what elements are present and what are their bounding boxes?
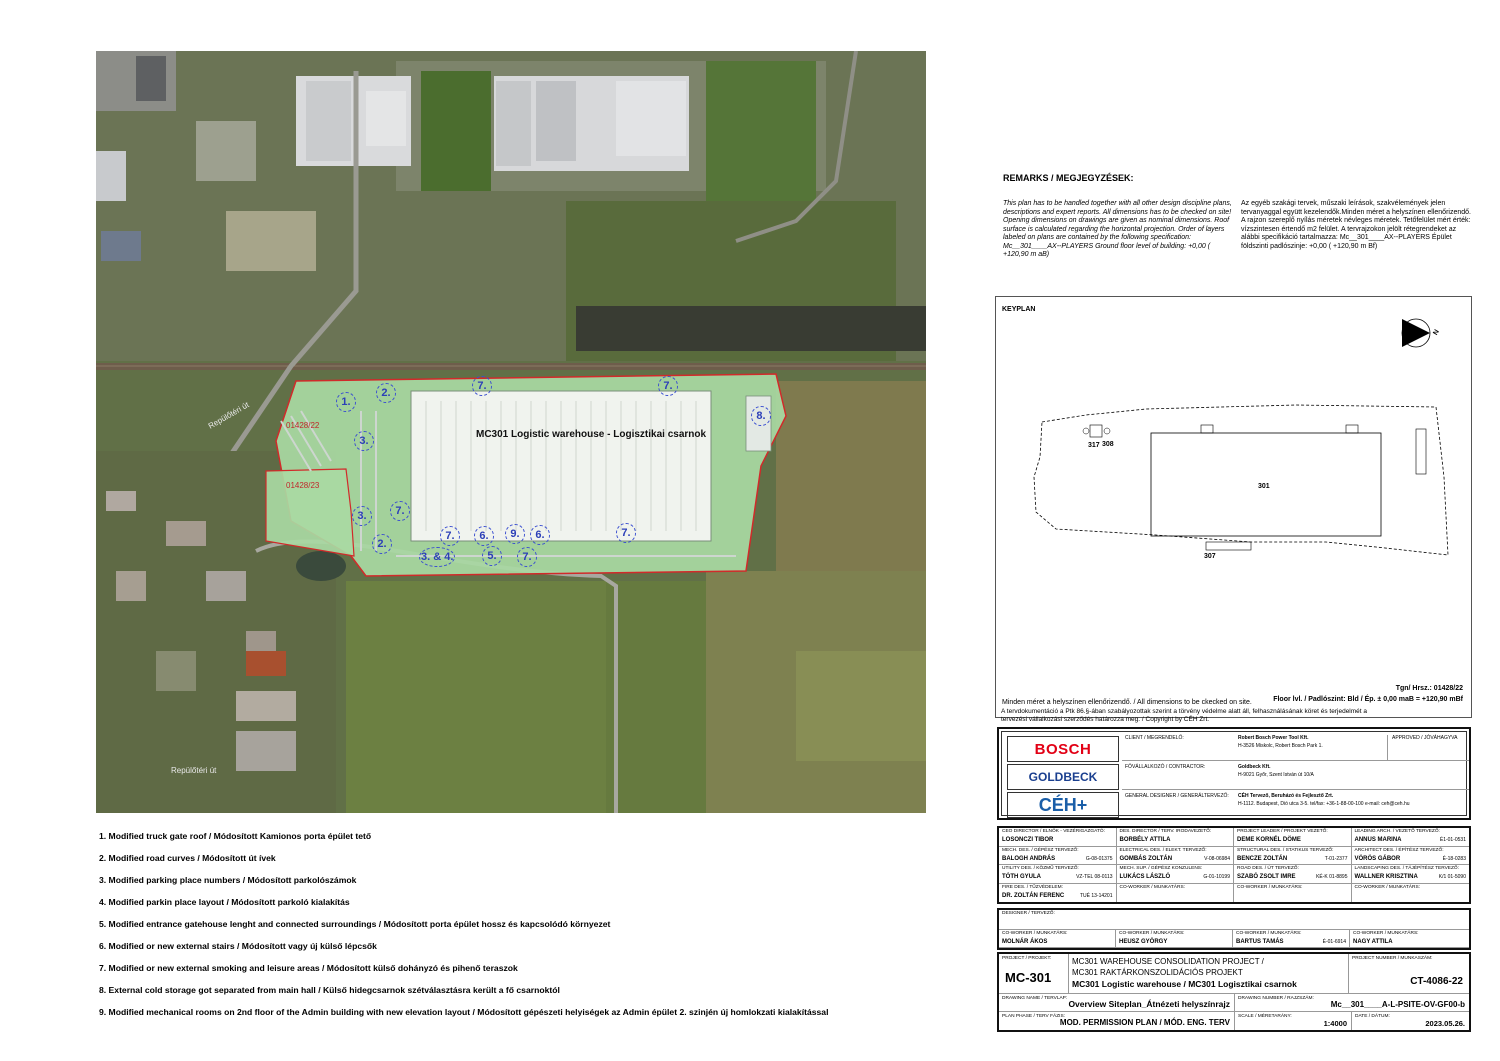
coworker-name: BARTUS TAMÁS	[1236, 939, 1284, 945]
staff-name: LUKÁCS LÁSZLÓ	[1119, 874, 1171, 880]
staff-role: UTILITY DES. / KÖZMŰ TERVEZŐ:	[1002, 866, 1079, 871]
staff-name: VÖRÖS GÁBOR	[1354, 855, 1401, 862]
site-marker: 6.	[530, 525, 550, 545]
staff-name: SZABÓ ZSOLT IMRE	[1237, 874, 1296, 880]
general-designer-name: CÉH Tervező, Beruházó és Fejlesztő Zrt.	[1238, 793, 1334, 799]
staff-cell	[999, 884, 1117, 903]
site-title: MC301 Logistic warehouse - Logisztikai csarnok	[476, 429, 707, 440]
note-item: 3. Modified parking place numbers / Módosított parkolószámok	[99, 875, 357, 885]
plan-phase: MOD. PERMISSION PLAN / MÓD. ENG. TERV	[1059, 1018, 1230, 1027]
building-308	[1090, 425, 1102, 437]
note-item: 6. Modified or new external stairs / Módosított vagy új külső lépcsők	[99, 941, 377, 951]
designer-block	[997, 908, 1471, 950]
staff-code: K/1 01-5090	[1438, 874, 1466, 880]
keyplan-label-308: 308	[1102, 441, 1114, 448]
note-item: 8. External cold storage got separated from main hall / Külső hidegcsarnok szétválasztásra került a fő csarnoktól	[99, 985, 560, 995]
scale-cell	[1235, 1012, 1352, 1030]
site-marker: 3.	[352, 506, 372, 526]
general-designer-address: H-1112. Budapest, Dió utca 3-5. tel/fax: +36-1-88-00-100 e-mail: ceh@ceh.hu	[1238, 801, 1410, 807]
coworker-code: É-01-6914	[1322, 939, 1346, 945]
keyplan-title: KEYPLAN	[1002, 306, 1036, 313]
project-number: CT-4086-22	[1410, 976, 1463, 987]
site-marker: 3.	[354, 431, 374, 451]
goldbeck-logo-text: GOLDBECK	[1028, 770, 1098, 784]
modification-notes	[99, 831, 839, 1029]
project-code-cell	[999, 954, 1069, 994]
coworker-cell	[1350, 930, 1469, 948]
staff-name: WALLNER KRISZTINA	[1354, 874, 1418, 880]
project-name-line: MC301 Logistic warehouse / MC301 Logisztikai csarnok	[1072, 979, 1297, 989]
client-label: CLIENT / MEGRENDELŐ:	[1125, 735, 1184, 741]
site-marker: 5.	[482, 546, 502, 566]
title-block	[997, 952, 1471, 1032]
ceh-logo	[1007, 792, 1119, 818]
coworker-cell	[1233, 930, 1350, 948]
drawing-number: Mc__301____A-L-PSITE-OV-GF00-b	[1330, 1000, 1465, 1009]
staff-code: V-08-06984	[1204, 855, 1230, 862]
staff-role: MECH. DES. / GÉPÉSZ TERVEZŐ:	[1002, 847, 1079, 853]
staff-code: TUÉ 13-14201	[1079, 892, 1113, 899]
keyplan-label-317: 317	[1088, 442, 1100, 449]
site-marker: 7.	[440, 526, 460, 546]
staff-cell	[1117, 865, 1235, 884]
aerial-site-map	[96, 51, 926, 813]
remarks-english: This plan has to be handled together with all other design discipline plans, descriptions and expert reports. All dimensions has to be checked on site! Opening dimensions on drawings are given as nominal dimensions. Roof surface is calculated regarding the horizontal projection. Order of layers labeled on plans are contained by the following specification: Mc__301____AX--PLAYERS Ground floor level of building: +0,00 ( +120,90 m aB)	[1003, 200, 1232, 258]
site-marker: 7.	[616, 523, 636, 543]
staff-name: LOSONCZI TIBOR	[1002, 837, 1054, 843]
staff-cell	[1234, 847, 1352, 866]
note-item: 1. Modified truck gate roof / Módosított Kamionos porta épület tető	[99, 831, 372, 841]
note-item: 9. Modified mechanical rooms on 2nd floor of the Admin building with new elevation layout / Módosított gépészeti helyiségek az Admin épület 2. szinjén új homlokzati kialakítással	[99, 1007, 829, 1017]
keyplan-panel	[995, 296, 1472, 718]
lot-label-01428-22: 01428/22	[286, 421, 320, 430]
lot-number: Tgn/ Hrsz.: 01428/22	[1395, 685, 1463, 692]
site-marker: 2.	[376, 383, 396, 403]
site-marker: 6.	[474, 526, 494, 546]
project-name-line: MC301 WAREHOUSE CONSOLIDATION PROJECT /	[1072, 957, 1264, 966]
staff-role: MECH. SUP. / GÉPÉSZ KONZULENS:	[1119, 866, 1203, 871]
designer-cell	[999, 910, 1469, 930]
client-name: Robert Bosch Power Tool Kft.	[1238, 735, 1309, 741]
contractor-name: Goldbeck Kft.	[1238, 764, 1271, 770]
staff-name: BALOGH ANDRÁS	[1002, 855, 1056, 862]
staff-role: CO-WORKER / MUNKATÁRS:	[1354, 884, 1420, 890]
contractor-label: FŐVÁLLALKOZÓ / CONTRACTOR:	[1125, 764, 1206, 770]
staff-cell	[1234, 884, 1352, 903]
staff-role: ROAD DES. / ÚT TERVEZŐ:	[1237, 866, 1299, 871]
coworker-name: HEUSZ GYÖRGY	[1119, 939, 1168, 945]
client-block	[997, 727, 1471, 820]
staff-cell	[999, 847, 1117, 866]
coworker-role: CO-WORKER / MUNKATÁRS:	[1119, 931, 1185, 936]
dimension-note: Minden méret a helyszínen ellenőrizendő. / All dimensions to be ckecked on site.	[1002, 699, 1252, 706]
north-label: N	[1432, 328, 1441, 337]
bosch-logo	[1007, 736, 1119, 762]
staff-role: STRUCTURAL DES. / STATIKUS TERVEZŐ:	[1237, 847, 1334, 853]
date-cell	[1352, 1012, 1469, 1030]
staff-role: PROJECT LEADER / PROJEKT VEZETŐ:	[1237, 829, 1328, 834]
project-name-line: MC301 RAKTÁRKONSZOLIDÁCIÓS PROJEKT	[1072, 968, 1243, 977]
general-designer-label: GENERAL DESIGNER / GENERÁLTERVEZŐ:	[1125, 793, 1229, 799]
project-number-cell	[1349, 954, 1469, 994]
project-number-label: PROJECT NUMBER / MUNKASZÁM:	[1352, 956, 1433, 961]
staff-grid	[997, 826, 1471, 904]
lot-label-01428-23: 01428/23	[286, 481, 320, 490]
copyright-note: A tervdokumentáció a Ptk 86.§-ában szabályozottak szerint a törvény védelme alatt áll, felhasználásának köret és terjedelmét a tervezési vállalkozási szerződés határozza meg. / Copyright by CÉH Zrt.	[1001, 708, 1368, 723]
date-value: 2023.05.26.	[1425, 1019, 1465, 1028]
coworker-role: CO-WORKER / MUNKATÁRS:	[1002, 931, 1068, 936]
staff-name: ANNUS MARINA	[1354, 837, 1402, 843]
scale-value: 1:4000	[1323, 1019, 1347, 1028]
note-item: 2. Modified road curves / Módosított út ívek	[99, 853, 276, 863]
staff-code: T-01-2377	[1324, 855, 1348, 862]
ceh-logo-text: CÉH+	[1038, 794, 1088, 815]
site-marker: 7.	[658, 376, 678, 396]
staff-role: LANDSCAPING DES. / TÁJÉPÍTÉSZ TERVEZŐ:	[1354, 866, 1459, 871]
bosch-logo-text: BOSCH	[1034, 740, 1092, 758]
keyplan-label-301: 301	[1258, 483, 1270, 490]
staff-name: DR. ZOLTÁN FERENC	[1002, 892, 1065, 899]
general-designer-row	[1122, 790, 1469, 819]
remarks-title: REMARKS / MEGJEGYZÉSEK:	[1003, 173, 1134, 183]
staff-role: ELECTRICAL DES. / ELEKT. TERVEZŐ:	[1119, 847, 1207, 853]
staff-code: É1-01-0531	[1439, 837, 1466, 843]
coworker-name: NAGY ATTILA	[1353, 939, 1393, 945]
staff-cell	[1117, 847, 1235, 866]
designer-label: DESIGNER / TERVEZŐ:	[1002, 911, 1055, 916]
coworker-name: MOLNÁR ÁKOS	[1002, 939, 1048, 945]
coworker-cell	[1116, 930, 1233, 948]
scale-label: SCALE / MÉRETARÁNY:	[1238, 1014, 1292, 1019]
keyplan-drawing	[996, 297, 1473, 719]
site-marker: 9.	[505, 524, 525, 544]
note-item: 4. Modified parkin place layout / Módosított parkoló kialakítás	[99, 897, 350, 907]
road-label: Repülőtéri út	[206, 400, 251, 431]
staff-code: KÉ-K 01-8895	[1316, 874, 1348, 880]
plan-phase-label: PLAN PHASE / TERV FÁZIS:	[1002, 1014, 1066, 1019]
staff-name: BENCZE ZOLTÁN	[1237, 855, 1288, 862]
staff-code: G-01-10199	[1203, 874, 1230, 880]
date-label: DATE / DÁTUM:	[1355, 1014, 1390, 1019]
note-item: 5. Modified entrance gatehouse lenght and connected surroundings / Módosított porta épület hossz és kapcsolódó környezet	[99, 919, 611, 929]
staff-cell	[1352, 828, 1470, 847]
staff-role: CEO DIRECTOR / ELNÖK - VEZÉRIGAZGATÓ:	[1002, 829, 1105, 834]
staff-name: DEME KORNÉL DÖME	[1237, 837, 1301, 843]
road-label: Repülőtéri út	[171, 766, 217, 775]
coworker-role: CO-WORKER / MUNKATÁRS:	[1236, 931, 1302, 936]
client-row	[1122, 732, 1469, 761]
floor-level: Floor lvl. / Padlószint: Bld / Ép. ± 0,00 maB = +120,90 mBf	[1273, 696, 1463, 703]
staff-cell	[999, 865, 1117, 884]
note-item: 7. Modified or new external smoking and leisure areas / Módosított külső dohányzó és pihenő teraszok	[99, 963, 518, 973]
project-code: MC-301	[1005, 970, 1052, 985]
drawing-number-label: DRAWING NUMBER / RAJZSZÁM:	[1238, 996, 1314, 1001]
staff-cell	[1117, 884, 1235, 903]
staff-code: G-08-01375	[1085, 855, 1113, 862]
site-marker: 7.	[472, 376, 492, 396]
contractor-row	[1122, 761, 1469, 790]
goldbeck-logo	[1007, 764, 1119, 790]
project-label: PROJECT / PROJEKT:	[1002, 956, 1052, 961]
staff-role: DES. DIRECTOR / TERV. IRODAVEZETŐ:	[1119, 829, 1212, 834]
staff-code: É-18-0283	[1442, 855, 1466, 862]
plan-phase-cell	[999, 1012, 1235, 1030]
staff-code: VZ-TEL 08-0113	[1076, 874, 1113, 880]
staff-cell	[1117, 828, 1235, 847]
staff-name: TÓTH GYULA	[1002, 874, 1041, 880]
staff-cell	[1234, 865, 1352, 884]
drawing-name: Overview Siteplan_Átnézeti helyszínrajz	[1068, 999, 1230, 1009]
staff-cell	[1352, 884, 1470, 903]
remarks-hungarian: Az egyéb szakági tervek, műszaki leírások, szakvélemények jelen tervanyaggal együtt kezelendők.Minden méret a helyszínen ellenőrizendő. A rajzon szereplő nyílás méretek névleges méretek. Tetőfelület mért érték: vízszintesen értendő m2 felület. A tervrajzokon jelölt rétegrendeket az alábbi specifikáció tartalmazza: Mc__301____AX--PLAYERS Épület földszinti padlószinje: +0,00 ( +120,90 m Bf)	[1241, 200, 1471, 250]
site-marker: 7.	[517, 547, 537, 567]
site-marker: 1.	[336, 392, 356, 412]
staff-cell	[1234, 828, 1352, 847]
coworker-role: CO-WORKER / MUNKATÁRS:	[1353, 931, 1419, 936]
staff-cell	[999, 828, 1117, 847]
staff-role: FIRE DES. / TŰZVÉDELEM:	[1002, 884, 1063, 890]
client-address: H-3526 Miskolc, Robert Bosch Park 1.	[1238, 743, 1323, 749]
staff-cell	[1352, 847, 1470, 866]
approved-label: APPROVED / JÓVÁHAGYVA	[1387, 735, 1457, 760]
staff-role: ARCHITECT DES. / ÉPÍTÉSZ TERVEZŐ:	[1354, 847, 1444, 853]
staff-role: CO-WORKER / MUNKATÁRS:	[1119, 884, 1185, 890]
staff-role: CO-WORKER / MUNKATÁRS:	[1237, 884, 1303, 890]
drawing-name-label: DRAWING NAME / TERVLAP:	[1002, 996, 1068, 1001]
staff-name: GOMBÁS ZOLTÁN	[1119, 855, 1173, 862]
coworker-cell	[999, 930, 1116, 948]
site-marker: 7.	[390, 501, 410, 521]
staff-name: BORBÉLY ATTILA	[1119, 837, 1171, 843]
building-307	[1206, 542, 1251, 550]
site-marker: 2.	[372, 534, 392, 554]
project-name-cell	[1069, 954, 1349, 994]
drawing-name-cell	[999, 994, 1235, 1012]
keyplan-label-307: 307	[1204, 553, 1216, 560]
contractor-address: H-9021 Győr, Szent István út 10/A	[1238, 772, 1314, 778]
site-marker: 8.	[751, 406, 771, 426]
staff-role: LEADING ARCH. / VEZETŐ TERVEZŐ:	[1354, 829, 1440, 834]
site-marker: 3. & 4.	[419, 547, 455, 567]
drawing-number-cell	[1235, 994, 1469, 1012]
staff-cell	[1352, 865, 1470, 884]
